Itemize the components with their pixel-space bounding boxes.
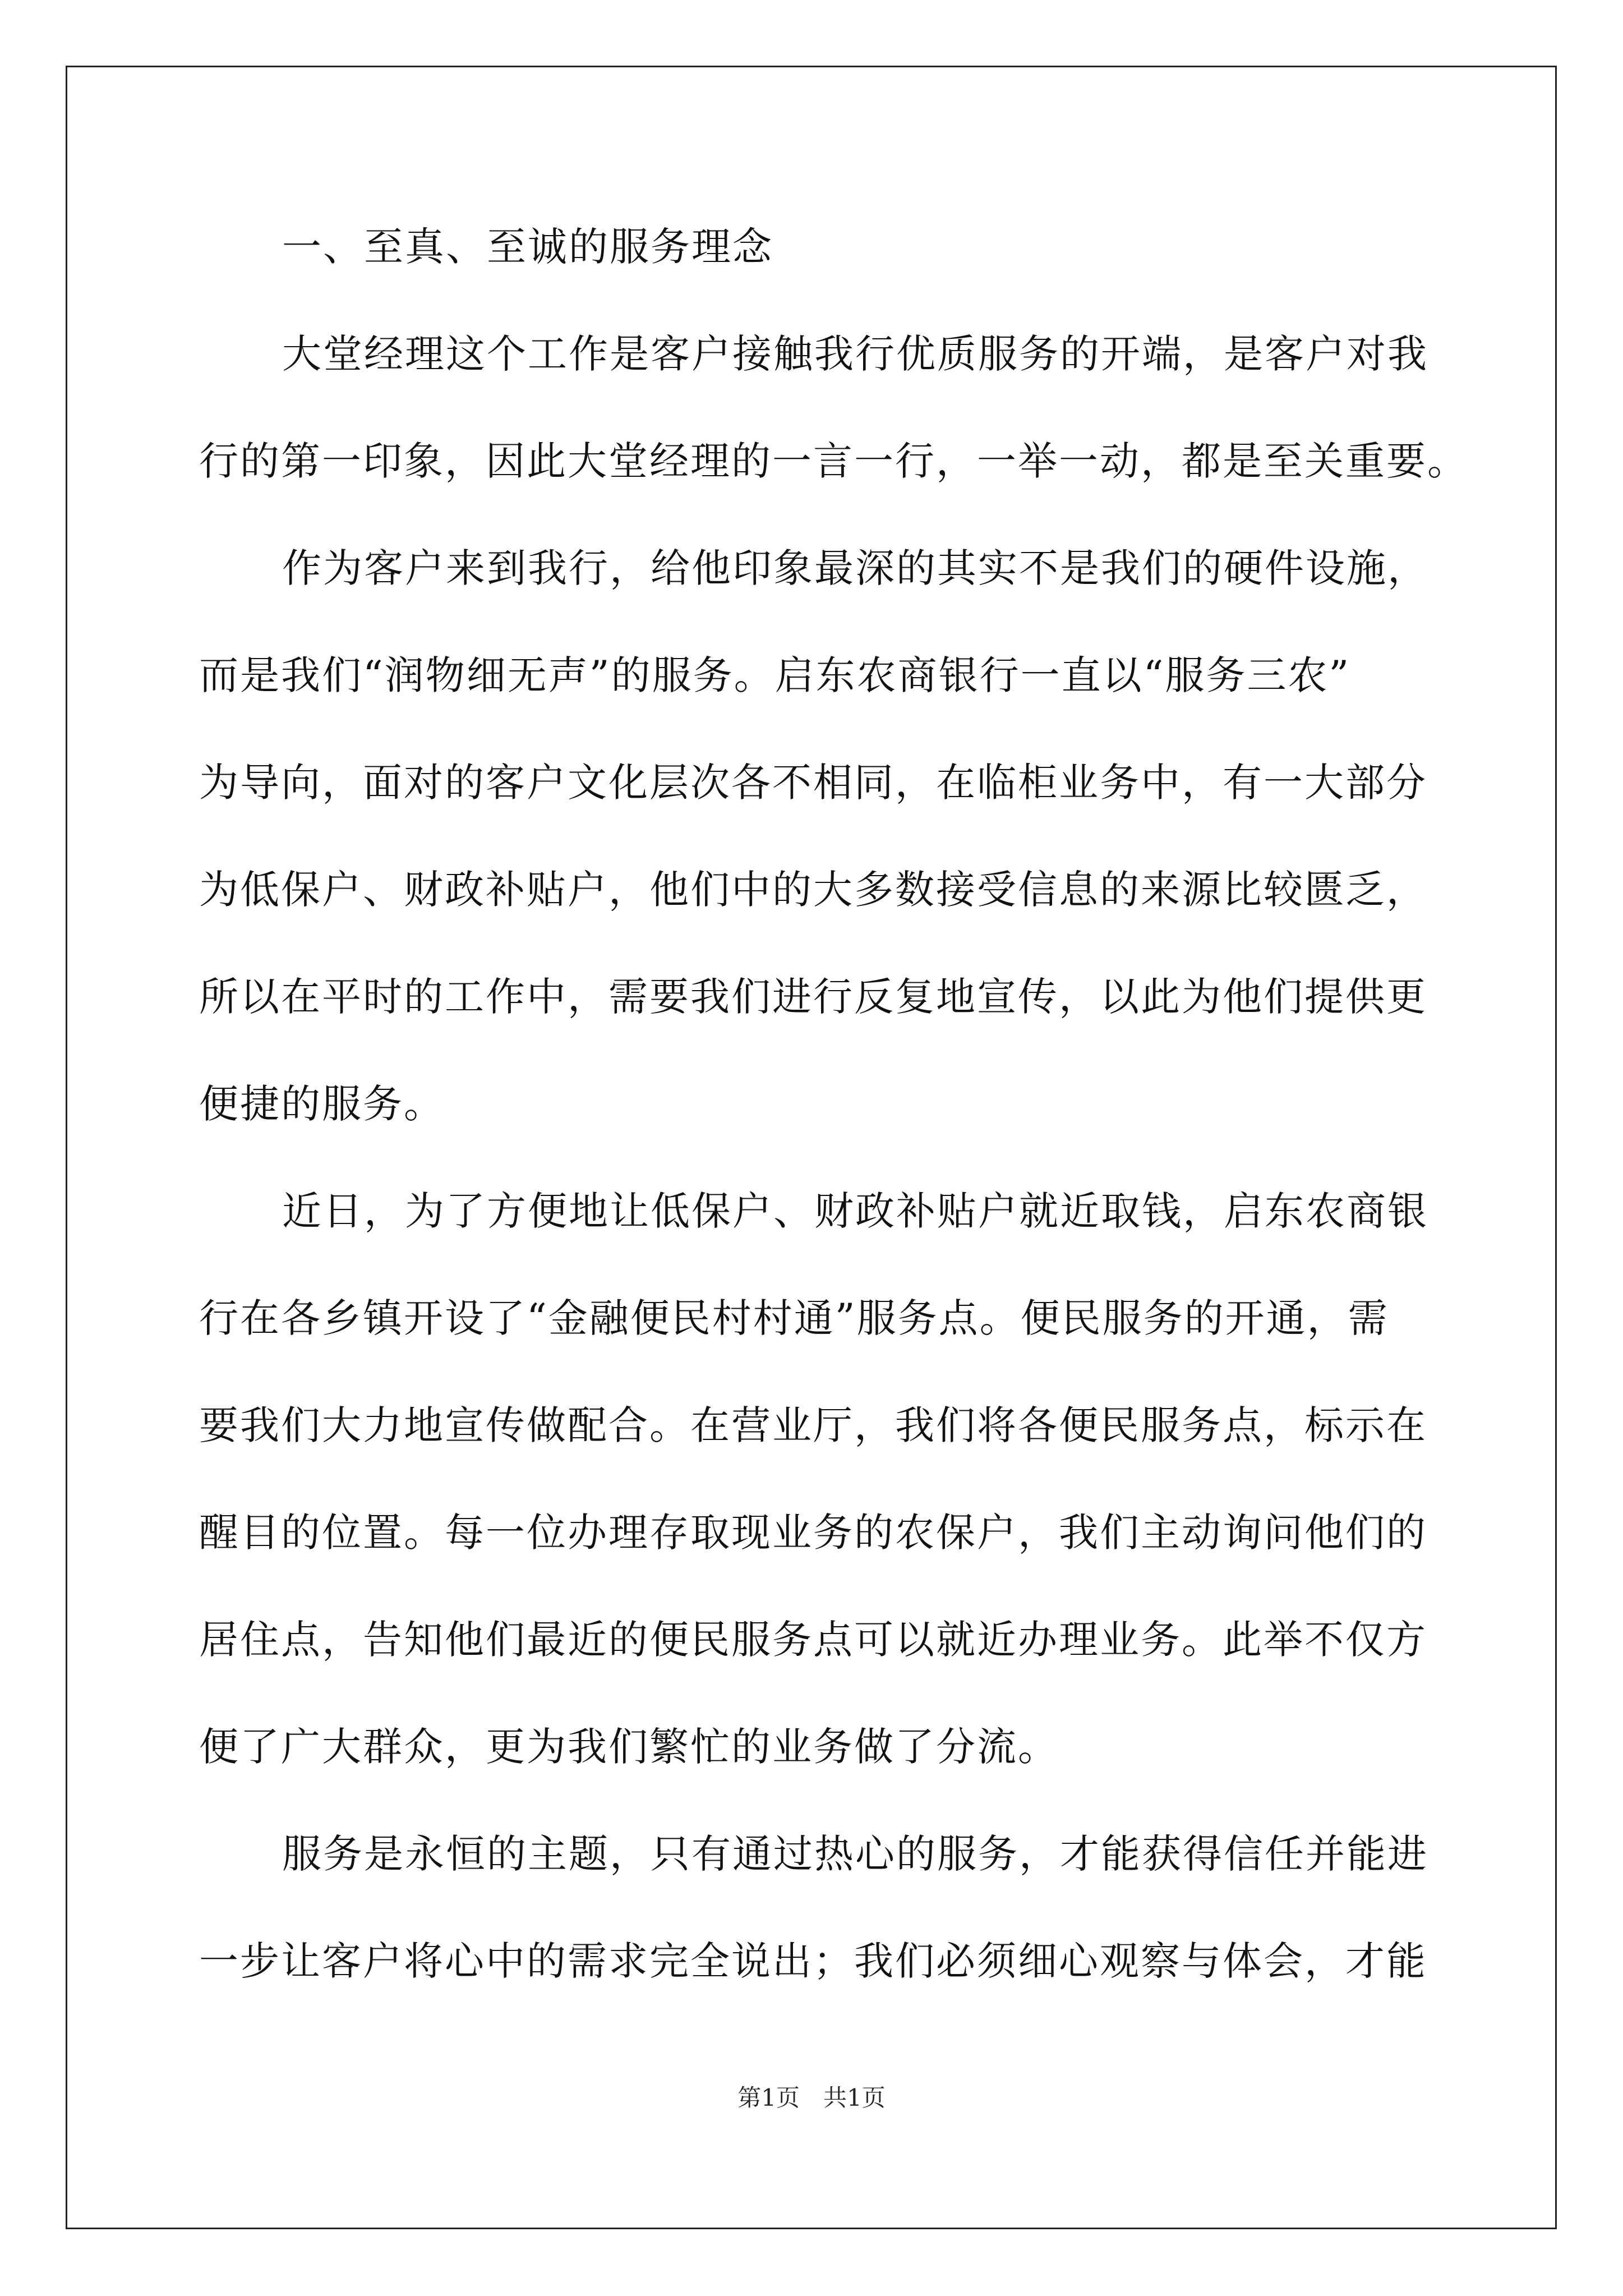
paragraph-line: 行在各乡镇开设了“金融便民村村通”服务点。便民服务的开通，需 <box>199 1295 1389 1341</box>
paragraph-line: 便捷的服务。 <box>199 1081 445 1127</box>
paragraph-line: 居住点，告知他们最近的便民服务点可以就近办理业务。此举不仅方 <box>199 1617 1427 1663</box>
paragraph-line: 便了广大群众，更为我们繁忙的业务做了分流。 <box>199 1724 1059 1770</box>
paragraph-line: 为导向，面对的客户文化层次各不相同，在临柜业务中，有一大部分 <box>199 760 1427 806</box>
page-footer: 第1页 共1页 <box>737 2084 886 2111</box>
paragraph-line: 大堂经理这个工作是客户接触我行优质服务的开端，是客户对我 <box>282 331 1428 377</box>
paragraph-line: 所以在平时的工作中，需要我们进行反复地宣传，以此为他们提供更 <box>199 974 1427 1020</box>
paragraph-line: 近日，为了方便地让低保户、财政补贴户就近取钱，启东农商银 <box>282 1188 1428 1234</box>
document-body <box>199 219 1468 1989</box>
paragraph <box>199 326 1468 489</box>
paragraph <box>199 540 1433 1132</box>
paragraph-line: 服务是永恒的主题，只有通过热心的服务，才能获得信任并能进 <box>282 1831 1428 1877</box>
paragraph-line: 行的第一印象，因此大堂经理的一言一行，一举一动，都是至关重要。 <box>199 438 1468 484</box>
paragraph-line: 作为客户来到我行，给他印象最深的其实不是我们的硬件设施， <box>282 545 1428 591</box>
paragraph <box>199 1826 1433 1989</box>
paragraph-line: 而是我们“润物细无声”的服务。启东农商银行一直以“服务三农” <box>199 652 1351 698</box>
paragraph-line: 要我们大力地宣传做配合。在营业厅，我们将各便民服务点，标示在 <box>199 1402 1427 1448</box>
paragraph-line: 为低保户、财政补贴户，他们中的大多数接受信息的来源比较匮乏， <box>199 867 1427 913</box>
paragraph-line: 一步让客户将心中的需求完全说出；我们必须细心观察与体会，才能 <box>199 1938 1427 1984</box>
paragraph <box>199 1183 1433 1775</box>
section-heading: 一、至真、至诚的服务理念 <box>282 224 773 270</box>
paragraph-line: 醒目的位置。每一位办理存取现业务的农保户，我们主动询问他们的 <box>199 1510 1427 1556</box>
